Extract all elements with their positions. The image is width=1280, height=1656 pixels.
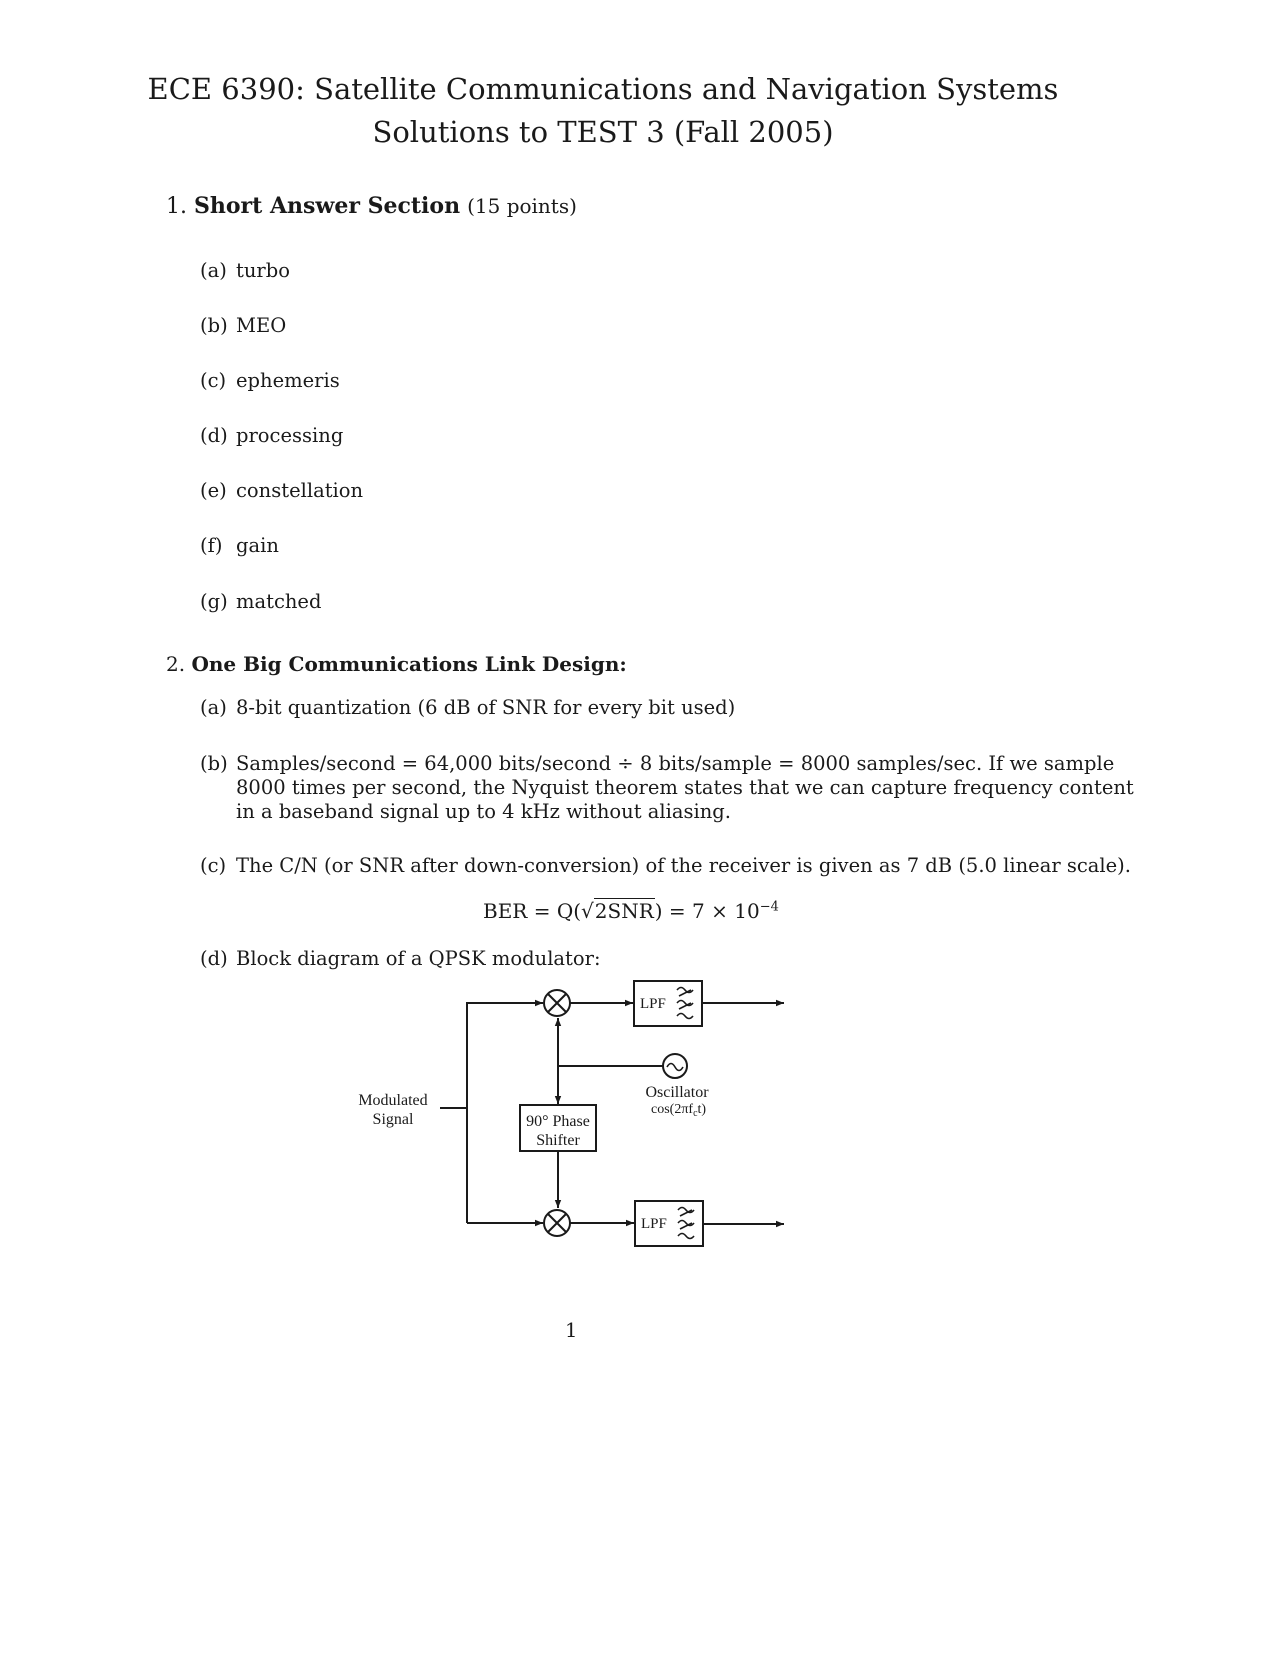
bottom-lpf-filter-icon [678, 1208, 694, 1239]
part-text: Block diagram of a QPSK modulator: [236, 947, 601, 970]
answer-text: gain [236, 534, 279, 557]
oscillator-formula: $\cos(2\pi f_ct)$ [651, 1102, 707, 1119]
part-label: (d) [200, 947, 228, 970]
oscillator-label: Oscillator [645, 1084, 709, 1101]
section-number: 1. [166, 194, 187, 219]
top-lpf-filter-icon [677, 988, 693, 1019]
phase-shifter-label-line1: 90° Phase [526, 1113, 590, 1130]
section-title: Short Answer Section [194, 193, 461, 219]
equation-left: BER = Q( [483, 899, 582, 923]
document-subtitle: Solutions to TEST 3 (Fall 2005) [372, 115, 834, 149]
part-label: (a) [200, 696, 227, 719]
answer-text: constellation [236, 479, 364, 502]
answer-label: (d) [200, 424, 228, 447]
document-title: ECE 6390: Satellite Communications and Navigation Systems [147, 72, 1059, 106]
page-number: 1 [565, 1319, 578, 1342]
part-text-line: 8000 times per second, the Nyquist theorem states that we can capture frequency content [236, 776, 1134, 799]
sqrt-symbol: √ [581, 899, 594, 923]
answer-text: MEO [236, 314, 287, 337]
bottom-lpf-label: LPF [641, 1216, 667, 1232]
bottom-mixer-icon [544, 1210, 570, 1236]
answer-label: (c) [200, 369, 227, 392]
answer-label: (f) [200, 534, 223, 557]
equation-right: ) = 7 × 10 [654, 899, 760, 923]
section-title: One Big Communications Link Design: [191, 652, 627, 676]
top-mixer-icon [544, 990, 570, 1016]
part-label: (b) [200, 752, 228, 775]
part-text-line: Samples/second = 64,000 bits/second ÷ 8 bits/sample = 8000 samples/sec. If we sample [236, 752, 1115, 775]
equation-radicand: 2SNR [594, 899, 654, 923]
answer-text: turbo [236, 259, 290, 282]
answer-text: matched [236, 590, 322, 613]
phase-shifter-label-line2: Shifter [536, 1132, 580, 1149]
input-label-line2: Signal [372, 1111, 414, 1128]
part-label: (c) [200, 854, 227, 877]
oscillator-icon [663, 1054, 687, 1078]
answer-text: processing [236, 424, 344, 447]
section-points: (15 points) [467, 194, 577, 218]
equation-exponent: −4 [759, 899, 779, 915]
answer-text: ephemeris [236, 369, 340, 392]
part-text: 8-bit quantization (6 dB of SNR for every bit used) [236, 696, 736, 719]
answer-label: (b) [200, 314, 228, 337]
answer-label: (g) [200, 590, 228, 613]
input-label-line1: Modulated [358, 1092, 428, 1109]
part-text-line: in a baseband signal up to 4 kHz without aliasing. [236, 800, 731, 823]
answer-label: (e) [200, 479, 227, 502]
answer-label: (a) [200, 259, 227, 282]
section-number: 2. [166, 652, 186, 676]
top-lpf-label: LPF [640, 996, 666, 1012]
part-text: The C/N (or SNR after down-conversion) of the receiver is given as 7 dB (5.0 linear scale). [236, 854, 1131, 877]
